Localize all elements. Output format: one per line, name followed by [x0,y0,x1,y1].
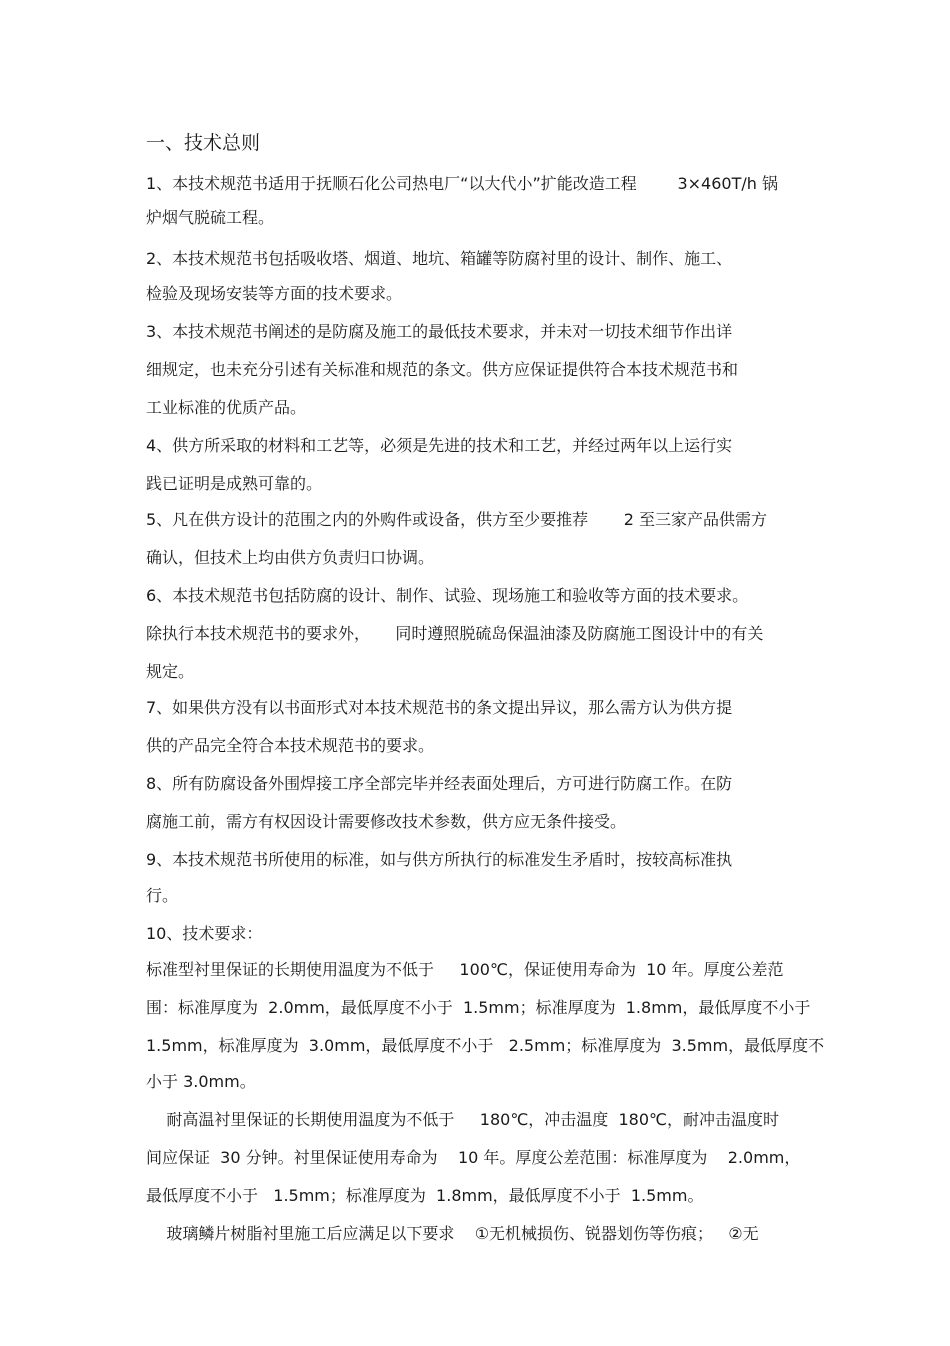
section-heading: 一、技术总则 [146,132,261,154]
text-line: 2、本技术规范书包括吸收塔、烟道、地坑、箱罐等防腐衬里的设计、制作、施工、 [146,249,733,268]
text-line: 行。 [146,886,179,905]
text-line: 小于 3.0mm。 [146,1072,256,1091]
text-line: 检验及现场安装等方面的技术要求。 [146,284,403,303]
text-line: 10、技术要求： [146,924,263,943]
text-line: 4、供方所采取的材料和工艺等，必须是先进的技术和工艺，并经过两年以上运行实 [146,436,733,455]
text-line: 间应保证 30 分钟。衬里保证使用寿命为 10 年。厚度公差范围：标准厚度为 2.0mm， [146,1148,801,1167]
text-line: 6、本技术规范书包括防腐的设计、制作、试验、现场施工和验收等方面的技术要求。 [146,586,749,605]
text-line: 供的产品完全符合本技术规范书的要求。 [146,736,435,755]
text-line: 炉烟气脱硫工程。 [146,208,275,227]
text-line: 1.5mm，标准厚度为 3.0mm，最低厚度不小于 2.5mm；标准厚度为 3.5mm，最低厚度不 [146,1036,825,1055]
text-line: 腐施工前，需方有权因设计需要修改技术参数，供方应无条件接受。 [146,812,627,831]
text-line: 标准型衬里保证的长期使用温度为不低于 100℃，保证使用寿命为 10 年。厚度公差范 [146,960,784,979]
text-line: 8、所有防腐设备外围焊接工序全部完毕并经表面处理后，方可进行防腐工作。在防 [146,774,733,793]
text-line: 最低厚度不小于 1.5mm；标准厚度为 1.8mm，最低厚度不小于 1.5mm。 [146,1186,704,1205]
text-line: 5、凡在供方设计的范围之内的外购件或设备，供方至少要推荐 2 至三家产品供需方 [146,510,768,529]
text-line: 践已证明是成熟可靠的。 [146,474,323,493]
text-line: 玻璃鳞片树脂衬里施工后应满足以下要求 ①无机械损伤、锐器划伤等伤痕； ②无 [146,1224,759,1243]
text-line: 围：标准厚度为 2.0mm，最低厚度不小于 1.5mm；标准厚度为 1.8mm，最低厚度不小于 [146,998,811,1017]
text-line: 工业标准的优质产品。 [146,398,307,417]
text-line: 除执行本技术规范书的要求外， 同时遵照脱硫岛保温油漆及防腐施工图设计中的有关 [146,624,764,643]
text-line: 3、本技术规范书阐述的是防腐及施工的最低技术要求，并未对一切技术细节作出详 [146,322,733,341]
text-line: 9、本技术规范书所使用的标准，如与供方所执行的标准发生矛盾时，按较高标准执 [146,850,733,869]
text-line: 确认，但技术上均由供方负责归口协调。 [146,548,435,567]
text-line: 耐高温衬里保证的长期使用温度为不低于 180℃，冲击温度 180℃，耐冲击温度时 [146,1110,779,1129]
text-line: 细规定，也未充分引述有关标准和规范的条文。供方应保证提供符合本技术规范书和 [146,360,739,379]
text-line: 规定。 [146,662,195,681]
text-line: 7、如果供方没有以书面形式对本技术规范书的条文提出异议，那么需方认为供方提 [146,698,733,717]
text-line: 1、本技术规范书适用于抚顺石化公司热电厂“以大代小”扩能改造工程 3×460T/h 锅 [146,174,778,193]
